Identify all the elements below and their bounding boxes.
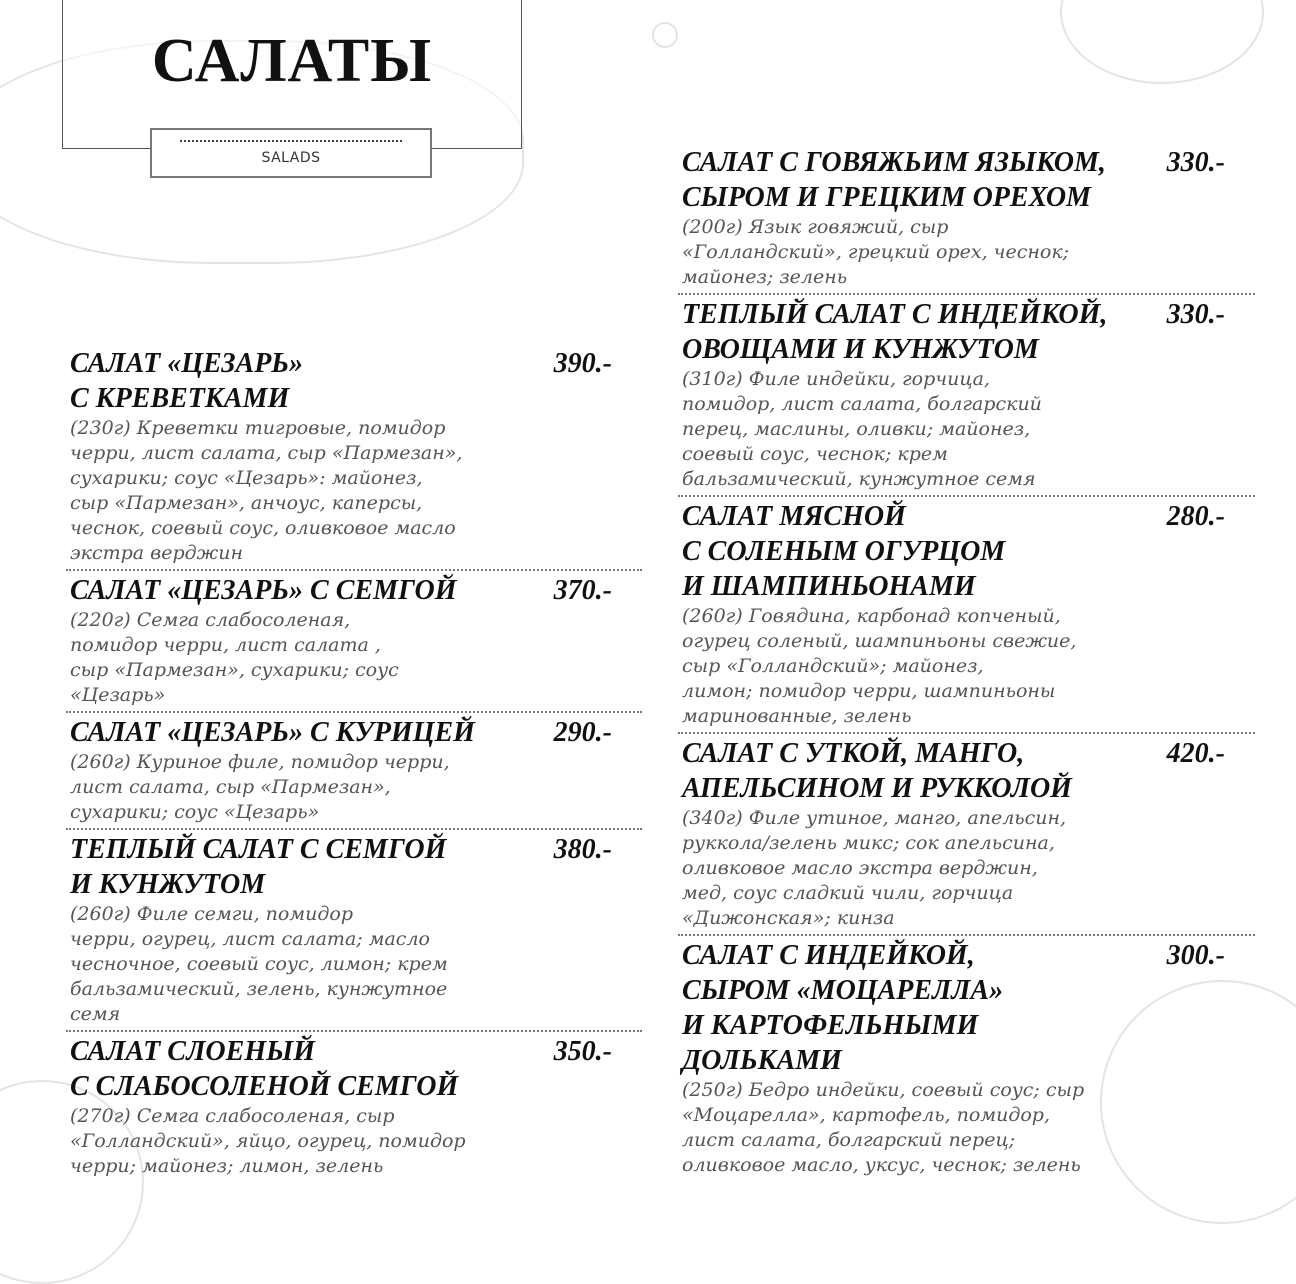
item-description xyxy=(682,1078,1255,1178)
item-title xyxy=(70,346,530,416)
item-title-line: ТЕПЛЫЙ САЛАТ С ИНДЕЙКОЙ, xyxy=(682,299,1108,330)
page-title: САЛАТЫ xyxy=(151,27,433,95)
item-description-line: (260г) Куриное филе, помидор черри, xyxy=(70,751,450,773)
menu-item xyxy=(678,497,1255,734)
item-price: 330.- xyxy=(1166,299,1225,330)
item-title xyxy=(682,499,1142,604)
item-description-line: (200г) Язык говяжий, сыр xyxy=(682,216,949,238)
item-description-line: огурец соленый, шампиньоны свежие, xyxy=(682,630,1077,652)
item-description-line: лист салата, болгарский перец; xyxy=(682,1129,1016,1151)
item-title xyxy=(70,573,530,608)
menu-item xyxy=(66,344,642,571)
item-description-line: черри, лист салата, сыр «Пармезан», xyxy=(70,442,463,464)
subtitle-box xyxy=(150,128,432,178)
dotted-divider xyxy=(180,140,402,142)
item-description-line: сухарики; соус «Цезарь» xyxy=(70,801,320,823)
item-title xyxy=(682,736,1142,806)
item-description-line: лист салата, сыр «Пармезан», xyxy=(70,776,391,798)
item-price: 280.- xyxy=(1166,501,1225,532)
item-description-line: «Голландский», грецкий орех, чеснок; xyxy=(682,241,1070,263)
item-title xyxy=(70,832,530,902)
item-description-line: (340г) Филе утиное, манго, апельсин, xyxy=(682,807,1067,829)
item-description-line: маринованные, зелень xyxy=(682,705,912,727)
item-description-line: экстра верджин xyxy=(70,542,244,564)
item-description xyxy=(682,215,1255,290)
item-title-line: С СЛАБОСОЛЕНОЙ СЕМГОЙ xyxy=(70,1071,459,1102)
item-description-line: (260г) Филе семги, помидор xyxy=(70,903,353,925)
item-title-line: СЫРОМ «МОЦАРЕЛЛА» xyxy=(682,975,1004,1006)
menu-item xyxy=(66,1032,642,1182)
left-menu-column xyxy=(66,344,642,1182)
item-description-line: сыр «Голландский»; майонез, xyxy=(682,655,984,677)
item-description-line: семя xyxy=(70,1003,121,1025)
item-description-line: мед, соус сладкий чили, горчица xyxy=(682,882,1014,904)
item-price: 300.- xyxy=(1166,940,1225,971)
item-description-line: соевый соус, чеснок; крем xyxy=(682,443,948,465)
item-title xyxy=(70,715,530,750)
item-description-line: сухарики; соус «Цезарь»: майонез, xyxy=(70,467,423,489)
item-price: 330.- xyxy=(1166,147,1225,178)
item-description-line: бальзамический, зелень, кунжутное xyxy=(70,978,448,1000)
item-title-line: С СОЛЕНЫМ ОГУРЦОМ xyxy=(682,536,1006,567)
item-title-line: ОВОЩАМИ И КУНЖУТОМ xyxy=(682,334,1039,365)
item-description-line: «Моцарелла», картофель, помидор, xyxy=(682,1104,1051,1126)
item-description xyxy=(70,750,642,825)
item-description-line: лимон; помидор черри, шампиньоны xyxy=(682,680,1056,702)
item-description-line: «Дижонская»; кинза xyxy=(682,907,895,929)
item-title xyxy=(682,145,1142,215)
item-description-line: (250г) Бедро индейки, соевый соус; сыр xyxy=(682,1079,1085,1101)
item-title-line: САЛАТ С УТКОЙ, МАНГО, xyxy=(682,738,1025,769)
item-description xyxy=(70,1104,642,1179)
item-description-line: (260г) Говядина, карбонад копченый, xyxy=(682,605,1061,627)
right-menu-column xyxy=(678,143,1255,1181)
menu-item xyxy=(678,295,1255,497)
item-title xyxy=(70,1034,530,1104)
menu-item xyxy=(678,936,1255,1181)
item-description xyxy=(70,608,642,708)
item-description-line: чесночное, соевый соус, лимон; крем xyxy=(70,953,448,975)
item-title-line: САЛАТ С ГОВЯЖЬИМ ЯЗЫКОМ, xyxy=(682,147,1106,178)
item-title-line: ТЕПЛЫЙ САЛАТ С СЕМГОЙ xyxy=(70,834,447,865)
item-description-line: оливковое масло экстра верджин, xyxy=(682,857,1038,879)
item-title-line: САЛАТ С ИНДЕЙКОЙ, xyxy=(682,940,975,971)
page-subtitle: SALADS xyxy=(261,150,321,166)
header-box xyxy=(62,0,522,149)
item-title-line: СЫРОМ И ГРЕЦКИМ ОРЕХОМ xyxy=(682,182,1091,213)
item-description xyxy=(682,367,1255,492)
item-title-line: САЛАТ МЯСНОЙ xyxy=(682,501,906,532)
item-title-line: ДОЛЬКАМИ xyxy=(682,1045,842,1076)
item-description-line: «Цезарь» xyxy=(70,684,166,706)
item-description xyxy=(70,902,642,1027)
item-price: 390.- xyxy=(553,348,612,379)
item-description-line: перец, маслины, оливки; майонез, xyxy=(682,418,1031,440)
item-title-line: И КУНЖУТОМ xyxy=(70,869,266,900)
item-description-line: руккола/зелень микс; сок апельсина, xyxy=(682,832,1055,854)
menu-item xyxy=(678,143,1255,295)
item-title xyxy=(682,297,1142,367)
decorative-sketch xyxy=(652,22,678,48)
item-title-line: И КАРТОФЕЛЬНЫМИ xyxy=(682,1010,979,1041)
item-description-line: (310г) Филе индейки, горчица, xyxy=(682,368,990,390)
item-description-line: (230г) Креветки тигровые, помидор xyxy=(70,417,446,439)
item-description-line: чеснок, соевый соус, оливковое масло xyxy=(70,517,456,539)
item-description-line: (220г) Семга слабосоленая, xyxy=(70,609,351,631)
menu-item xyxy=(678,734,1255,936)
item-price: 290.- xyxy=(553,717,612,748)
item-title-line: С КРЕВЕТКАМИ xyxy=(70,383,290,414)
item-description-line: помидор, лист салата, болгарский xyxy=(682,393,1042,415)
item-description xyxy=(682,806,1255,931)
item-description-line: (270г) Семга слабосоленая, сыр xyxy=(70,1105,395,1127)
item-description-line: черри, огурец, лист салата; масло xyxy=(70,928,430,950)
item-title-line: АПЕЛЬСИНОМ И РУККОЛОЙ xyxy=(682,773,1072,804)
item-price: 420.- xyxy=(1166,738,1225,769)
item-title xyxy=(682,938,1142,1078)
item-title-line: САЛАТ «ЦЕЗАРЬ» С КУРИЦЕЙ xyxy=(70,717,475,748)
item-description-line: черри; майонез; лимон, зелень xyxy=(70,1155,384,1177)
item-description-line: майонез; зелень xyxy=(682,266,848,288)
item-title-line: САЛАТ «ЦЕЗАРЬ» С СЕМГОЙ xyxy=(70,575,457,606)
item-description xyxy=(682,604,1255,729)
item-description-line: сыр «Пармезан», сухарики; соус xyxy=(70,659,399,681)
item-price: 370.- xyxy=(553,575,612,606)
menu-item xyxy=(66,571,642,713)
item-title-line: САЛАТ СЛОЕНЫЙ xyxy=(70,1036,316,1067)
item-description-line: оливковое масло, уксус, чеснок; зелень xyxy=(682,1154,1081,1176)
item-description-line: «Голландский», яйцо, огурец, помидор xyxy=(70,1130,466,1152)
item-description-line: помидор черри, лист салата , xyxy=(70,634,381,656)
item-description-line: бальзамический, кунжутное семя xyxy=(682,468,1036,490)
item-price: 380.- xyxy=(553,834,612,865)
item-description xyxy=(70,416,642,566)
decorative-sketch xyxy=(1060,0,1264,84)
item-price: 350.- xyxy=(553,1036,612,1067)
item-title-line: И ШАМПИНЬОНАМИ xyxy=(682,571,976,602)
item-description-line: сыр «Пармезан», анчоус, каперсы, xyxy=(70,492,423,514)
item-title-line: САЛАТ «ЦЕЗАРЬ» xyxy=(70,348,304,379)
menu-item xyxy=(66,713,642,830)
menu-item xyxy=(66,830,642,1032)
